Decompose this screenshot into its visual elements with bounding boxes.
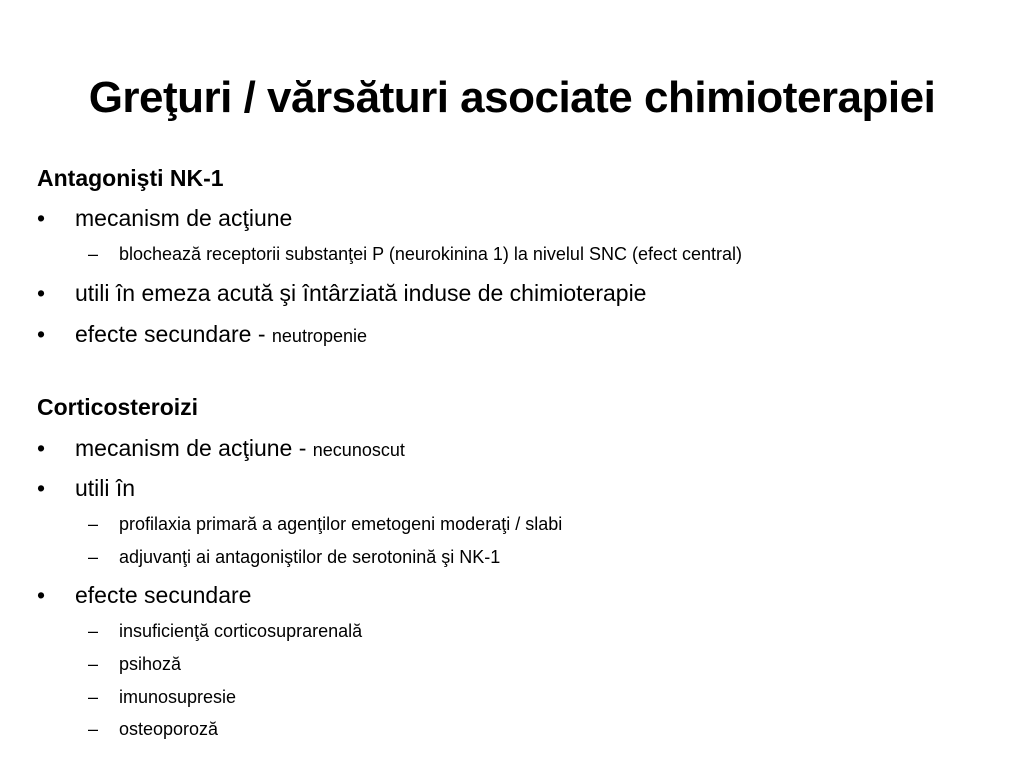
dash-mark: – [88,244,99,264]
sub-bullet-item [0,685,1024,715]
bullet-item [0,581,1024,611]
sub-bullet-item [0,619,1024,649]
slide-title: Greţuri / vărsături asociate chimioterapiei [88,73,936,122]
bullet-mark: • [37,582,46,608]
sub-bullet-item [0,652,1024,682]
bullet-mark: • [37,475,46,501]
dash-mark: – [88,621,99,641]
sub-bullet-text: profilaxia primară a agenţilor emetogeni moderaţi / slabi [119,514,563,534]
sub-bullet-item [0,717,1024,747]
sub-bullet-text: psihoză [119,654,182,674]
side-effects-label: efecte secundare - [75,321,272,347]
sub-bullet-text: imunosupresie [119,687,237,707]
dash-mark: – [88,547,99,567]
section-heading-corticosteroids: Corticosteroizi [37,394,199,420]
bullet-mark: • [37,280,46,306]
bullet-item [0,279,1024,309]
dash-mark: – [88,719,99,739]
bullet-text [75,320,367,350]
mechanism-value: necunoscut [312,440,405,460]
bullet-item [0,474,1024,504]
dash-mark: – [88,514,99,534]
sub-bullet-item [0,512,1024,542]
dash-mark: – [88,687,99,707]
sub-bullet-text: insuficienţă corticosuprarenală [119,621,363,641]
bullet-text: efecte secundare [75,582,252,608]
side-effects-value: neutropenie [271,326,367,346]
bullet-text: utili în [75,475,136,501]
bullet-text: utili în emeza acută şi întârziată induse de chimioterapie [75,280,647,306]
section-heading-nk1: Antagonişti NK-1 [37,165,224,191]
bullet-mark: • [37,435,46,461]
bullet-mark: • [37,205,46,231]
dash-mark: – [88,654,99,674]
bullet-mark: • [37,321,46,347]
sub-bullet-text: blochează receptorii substanţei P (neurokinina 1) la nivelul SNC (efect central) [119,244,742,264]
sub-bullet-item [0,545,1024,575]
mechanism-label: mecanism de acţiune - [75,435,313,461]
sub-bullet-item [0,242,1024,272]
bullet-item [0,434,1024,464]
bullet-text: mecanism de acţiune [75,205,293,231]
bullet-item [0,320,1024,350]
sub-bullet-text: adjuvanţi ai antagoniştilor de serotonină şi NK-1 [119,547,501,567]
bullet-text [75,434,405,464]
bullet-item [0,204,1024,234]
sub-bullet-text: osteoporoză [119,719,219,739]
